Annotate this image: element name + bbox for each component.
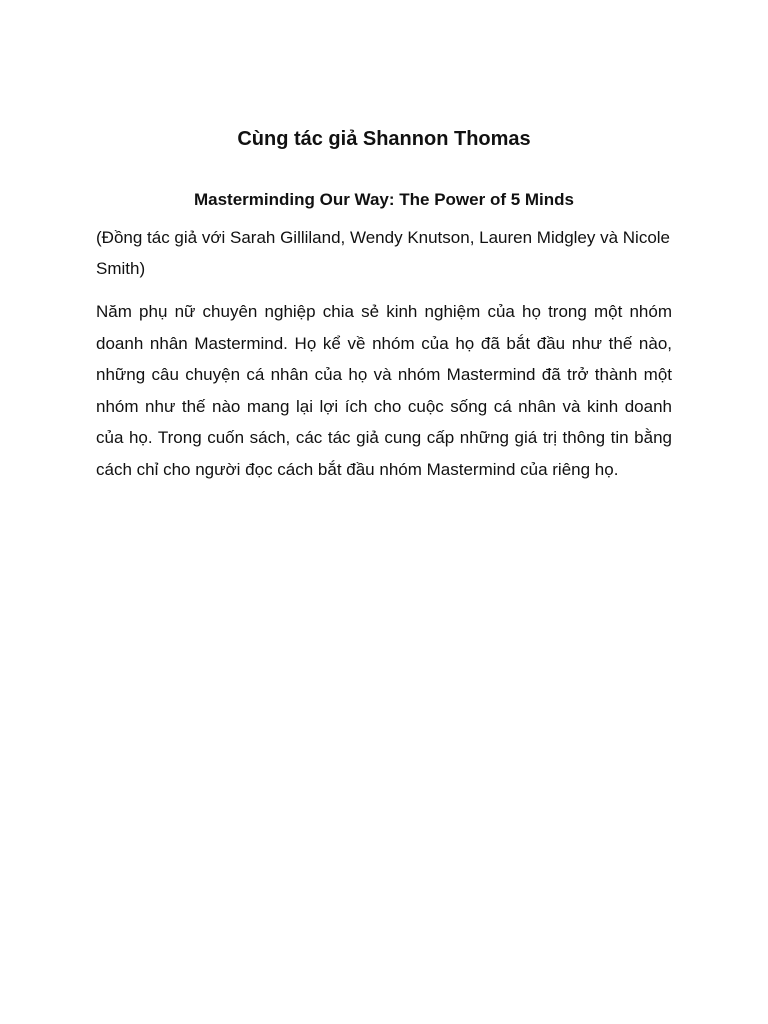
book-title: Masterminding Our Way: The Power of 5 Minds [193, 190, 575, 209]
page-heading: Cùng tác giả Shannon Thomas [237, 128, 531, 150]
coauthors-note: (Đồng tác giả với Sarah Gilliland, Wendy Knutson, Lauren Midgley và Nicole Smith) [96, 228, 671, 278]
book-description: Năm phụ nữ chuyên nghiệp chia sẻ kinh nghiệm của họ trong một nhóm doanh nhân Mastermind. Họ kể về nhóm của họ đã bắt đầu như thế nào, những câu chuyện cá nhân của họ và nhóm Mastermind đã trở thành một nhóm như thế nào mang lại lợi ích cho cuộc sống cá nhân và kinh doanh của họ. Trong cuốn sách, các tác giả cung cấp những giá trị thông tin bằng cách chỉ cho người đọc cách bắt đầu nhóm Mastermind của riêng họ. [96, 302, 672, 479]
